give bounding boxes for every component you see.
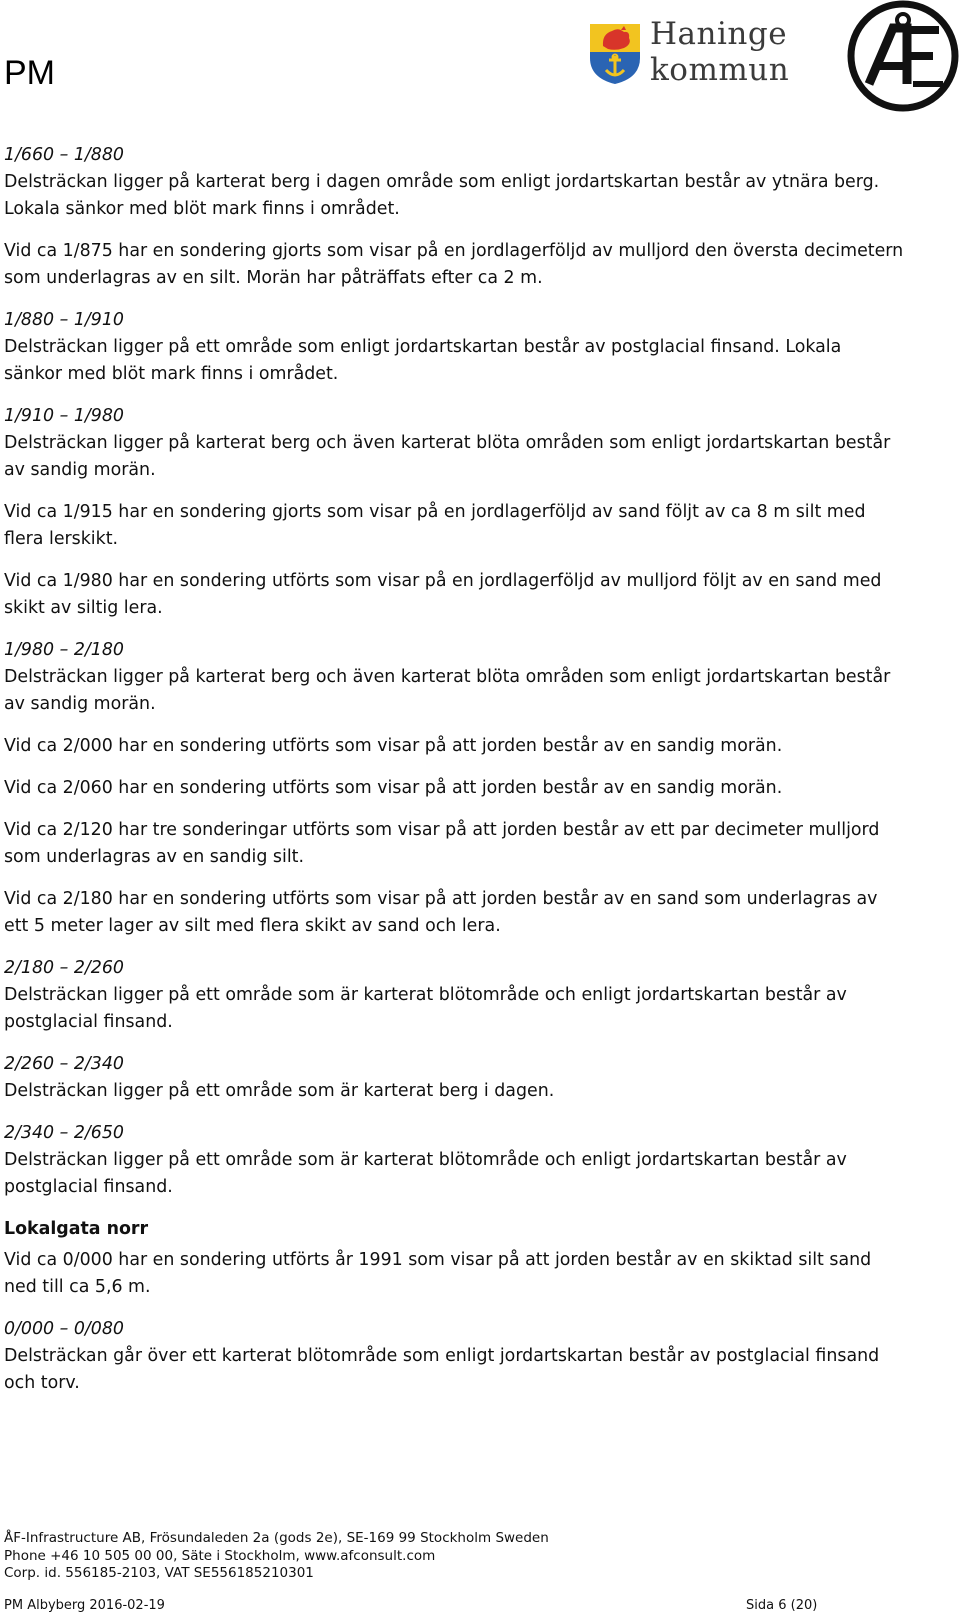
document-reference: PM Albyberg 2016-02-19 [4,1598,165,1613]
section-paragraph: Delsträckan ligger på ett område som är karterat blötområde och enligt jordartskartan består av postglacial finsand. [4,985,847,1032]
lokalgata-heading: Lokalgata norr [4,1219,149,1239]
footer-contact-line: Phone +46 10 505 00 00, Säte i Stockholm, www.afconsult.com [4,1547,436,1564]
section-paragraph: Delsträckan ligger på karterat berg och även karterat blöta områden som enligt jordartskartan består av sandig morän. [4,667,891,714]
haninge-kommun-logo [588,16,798,92]
section-range: 1/660 – 1/880 [4,145,124,165]
haninge-logo-line2: kommun [650,52,790,88]
section-paragraph: Delsträckan ligger på karterat berg och även karterat blöta områden som enligt jordartskartan består av sandig morän. [4,433,891,480]
section-paragraph: Vid ca 1/875 har en sondering gjorts som visar på en jordlagerföljd av mulljord den översta decimetern som underlagras av en silt. Morän har påträffats efter ca 2 m. [4,241,904,288]
haninge-logo-wordmark [650,16,789,88]
section-range: 1/880 – 1/910 [4,310,124,330]
haninge-logo-line1: Haninge [650,16,788,52]
footer-company-address [4,1530,549,1583]
lokalgata-range: 0/000 – 0/080 [4,1319,124,1339]
lokalgata-intro: Vid ca 0/000 har en sondering utförts år 1991 som visar på att jorden består av en skiktad silt sand ned till ca 5,6 m. [4,1250,872,1297]
section-paragraph: Delsträckan ligger på ett område som är karterat berg i dagen. [4,1081,555,1101]
document-body [4,142,904,1412]
page-number: Sida 6 (20) [746,1598,818,1613]
section-paragraph: Vid ca 2/000 har en sondering utförts som visar på att jorden består av en sandig morän. [4,736,783,756]
section-paragraph: Vid ca 2/120 har tre sonderingar utförts som visar på att jorden består av ett par decimeter mulljord som underlagras av en sandig silt. [4,820,880,867]
haninge-shield-icon [588,22,642,86]
section-range: 1/980 – 2/180 [4,640,124,660]
lokalgata-paragraph: Delsträckan går över ett karterat blötområde som enligt jordartskartan består av postglacial finsand och torv. [4,1346,880,1393]
section-range: 1/910 – 1/980 [4,406,124,426]
section-range: 2/340 – 2/650 [4,1123,124,1143]
footer-corp-id-line: Corp. id. 556185-2103, VAT SE556185210301 [4,1565,314,1581]
section-paragraph: Vid ca 1/980 har en sondering utförts som visar på en jordlagerföljd av mulljord följt av en sand med skikt av siltig lera. [4,571,882,618]
af-logo-icon [847,0,959,112]
section-paragraph: Vid ca 2/180 har en sondering utförts som visar på att jorden består av en sand som underlagras av ett 5 meter lager av silt med flera skikt av sand och lera. [4,889,878,936]
section-range: 2/260 – 2/340 [4,1054,124,1074]
section-paragraph: Vid ca 2/060 har en sondering utförts som visar på att jorden består av en sandig morän. [4,778,783,798]
footer-address-line: ÅF-Infrastructure AB, Frösundaleden 2a (gods 2e), SE-169 99 Stockholm Sweden [4,1530,549,1546]
section-paragraph: Delsträckan ligger på ett område som är karterat blötområde och enligt jordartskartan består av postglacial finsand. [4,1150,847,1197]
section-paragraph: Delsträckan ligger på ett område som enligt jordartskartan består av postglacial finsand. Lokala sänkor med blöt mark finns i området. [4,337,842,384]
section-range: 2/180 – 2/260 [4,958,124,978]
section-paragraph: Delsträckan ligger på karterat berg i dagen område som enligt jordartskartan består av ytnära berg. Lokala sänkor med blöt mark finns i området. [4,172,880,219]
section-paragraph: Vid ca 1/915 har en sondering gjorts som visar på en jordlagerföljd av sand följt av ca 8 m silt med flera lerskikt. [4,502,866,549]
document-type-label: PM [4,54,55,92]
